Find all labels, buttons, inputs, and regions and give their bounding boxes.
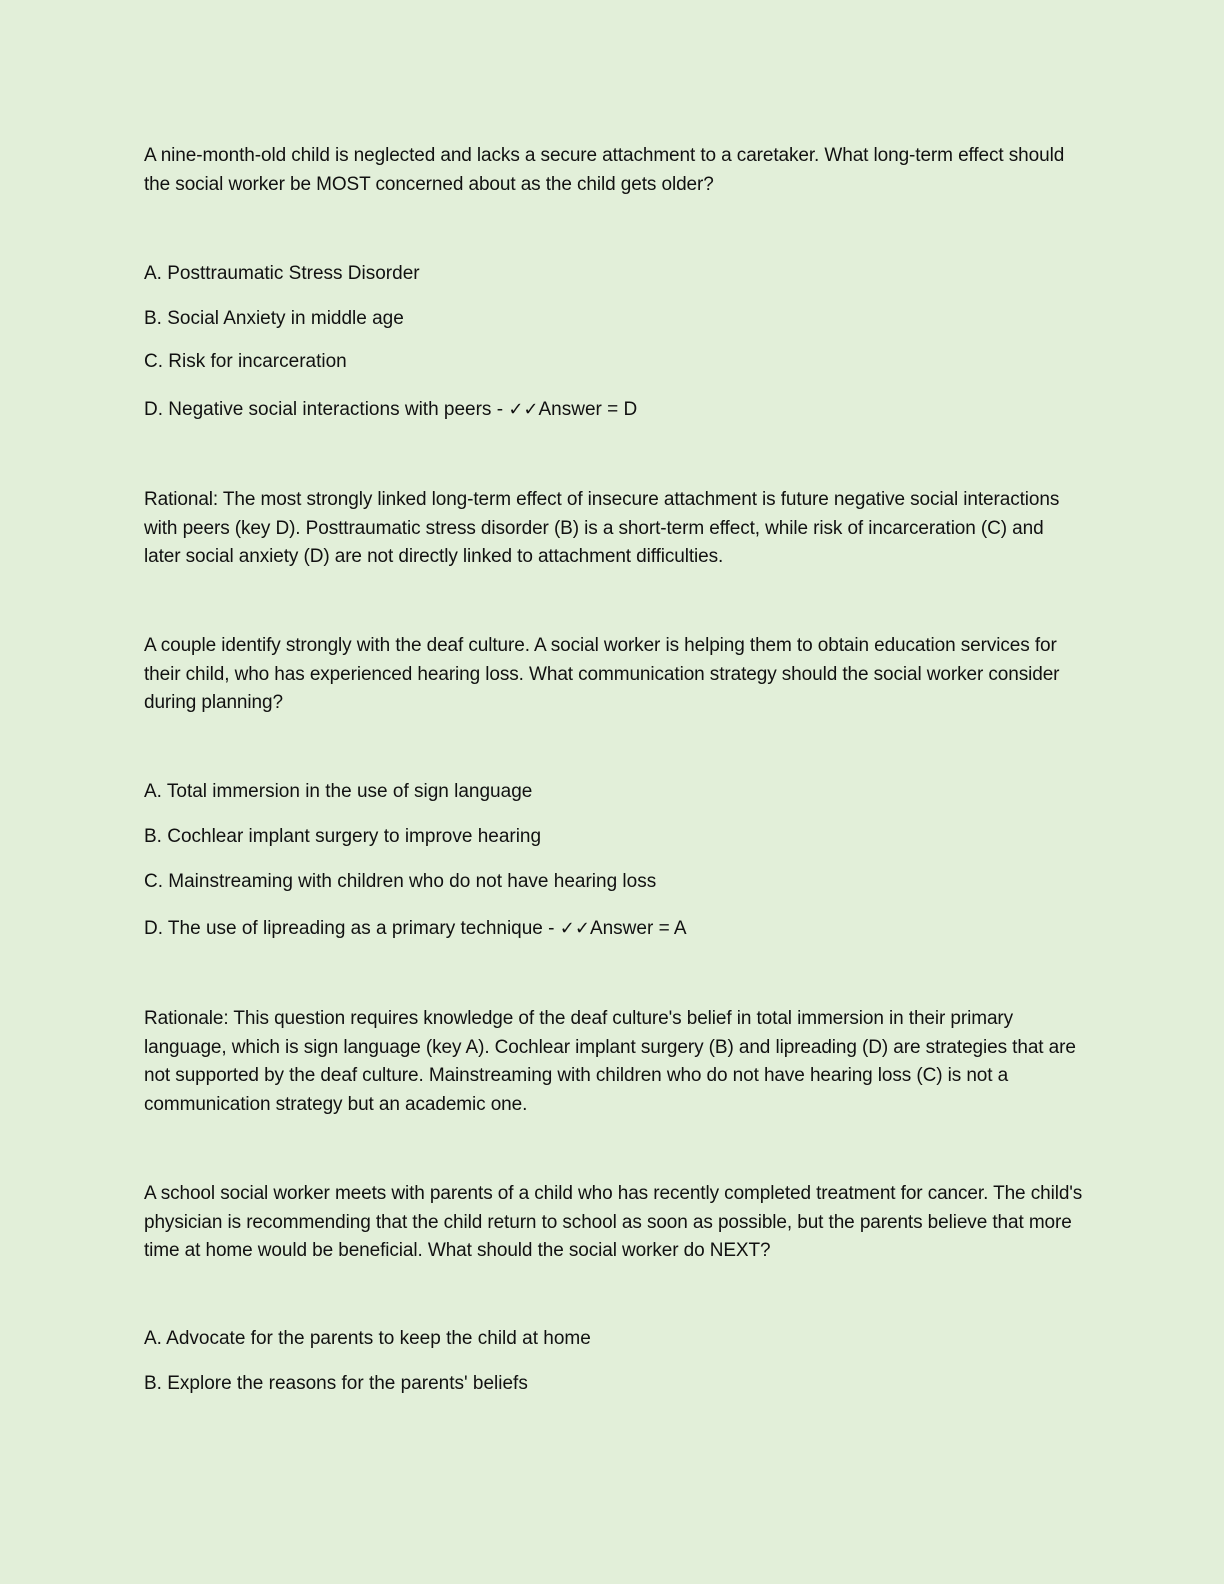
question-1-option-b: B. Social Anxiety in middle age xyxy=(144,308,404,329)
double-check-icon: ✓✓ xyxy=(559,918,590,939)
question-2-option-c: C. Mainstreaming with children who do not have hearing loss xyxy=(144,871,657,892)
question-2-stem: A couple identify strongly with the deaf culture. A social worker is helping them to obtain education services for their child, who has experienced hearing loss. What communication strategy should the social worker consider during planning? xyxy=(144,635,1060,714)
question-2-option-a: A. Total immersion in the use of sign language xyxy=(144,781,533,802)
question-3-option-a: A. Advocate for the parents to keep the child at home xyxy=(144,1328,591,1349)
double-check-icon: ✓✓ xyxy=(508,399,539,420)
question-3-option-b: B. Explore the reasons for the parents' beliefs xyxy=(144,1373,528,1394)
question-1-stem: A nine-month-old child is neglected and lacks a secure attachment to a caretaker. What long-term effect should the social worker be MOST concerned about as the child gets older? xyxy=(144,145,1065,195)
question-1-answer: Answer = D xyxy=(538,399,638,420)
question-1-option-d: D. Negative social interactions with peers - xyxy=(144,399,509,420)
question-2-rationale: Rationale: This question requires knowledge of the deaf culture's belief in total immersion in their primary language, which is sign language (key A). Cochlear implant surgery (B) and lipreading (D) are strategies that are not supported by the deaf culture. Mainstreaming with children who do not have hearing loss (C) is not a communication strategy but an academic one. xyxy=(144,1008,1076,1115)
question-3-stem: A school social worker meets with parents of a child who has recently completed treatment for cancer. The child's physician is recommending that the child return to school as soon as possible, but the parents believe that more time at home would be beneficial. What should the social worker do NEXT? xyxy=(144,1183,1083,1262)
question-1-rationale: Rational: The most strongly linked long-term effect of insecure attachment is future negative social interactions with peers (key D). Posttraumatic stress disorder (B) is a short-term effect, while risk of incarceration (C) and later social anxiety (D) are not directly linked to attachment difficulties. xyxy=(144,489,1060,568)
question-2-option-d: D. The use of lipreading as a primary technique - xyxy=(144,918,560,939)
question-2-option-d-row xyxy=(144,915,687,943)
question-2-answer: Answer = A xyxy=(589,918,687,939)
question-2-option-b: B. Cochlear implant surgery to improve hearing xyxy=(144,826,542,847)
question-1-option-a: A. Posttraumatic Stress Disorder xyxy=(144,263,420,284)
question-1-option-c: C. Risk for incarceration xyxy=(144,351,347,372)
question-1-option-d-row xyxy=(144,396,637,424)
